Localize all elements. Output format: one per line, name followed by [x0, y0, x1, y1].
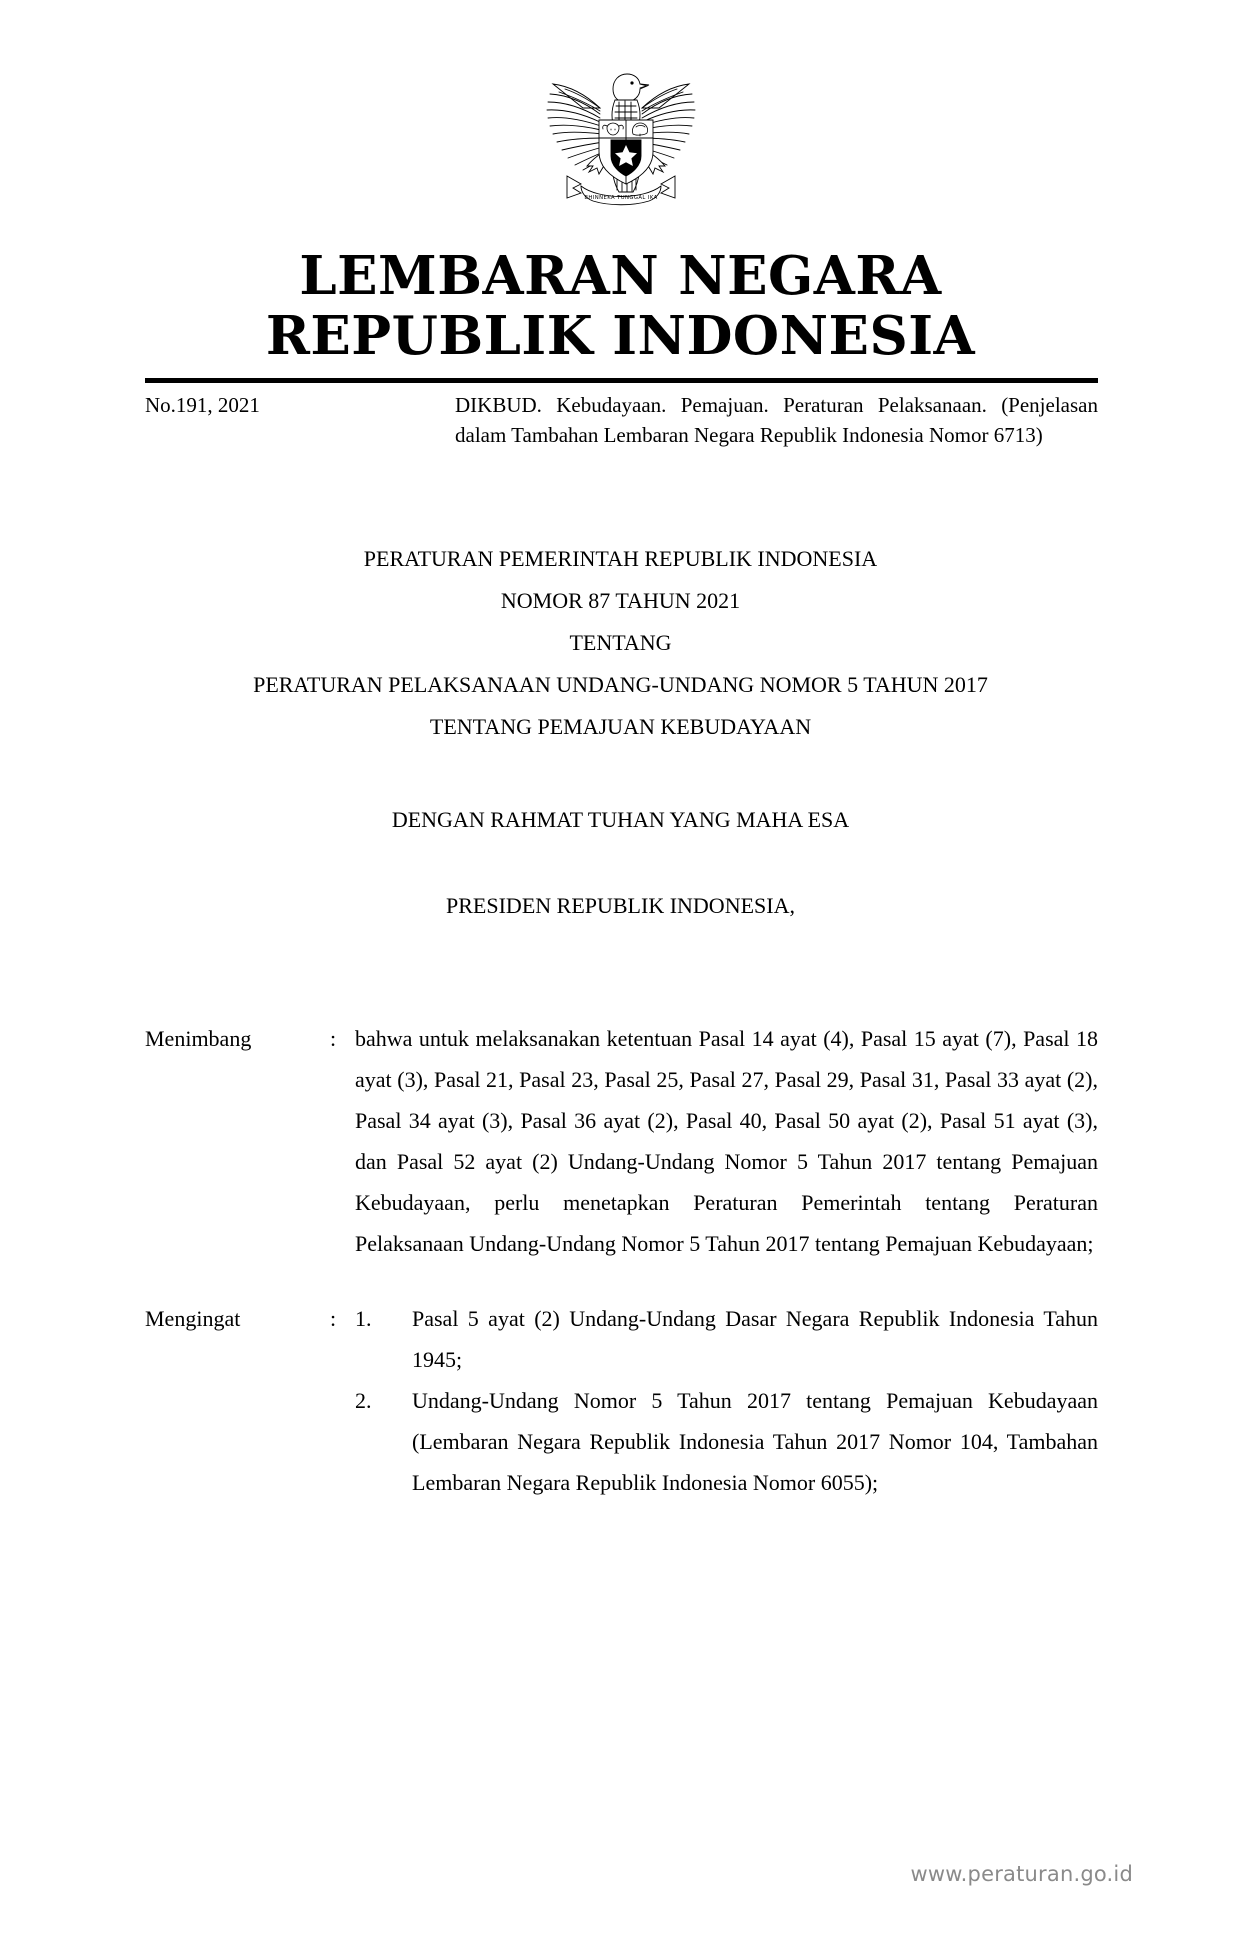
- garuda-pancasila-icon: [537, 56, 705, 206]
- clause-menimbang: [145, 1018, 1098, 1264]
- menimbang-body: bahwa untuk melaksanakan ketentuan Pasal 14 ayat (4), Pasal 15 ayat (7), Pasal 18 ayat (3), Pasal 21, Pasal 23, Pasal 25, Pasal 27, Pasal 29, Pasal 31, Pasal 33 ayat (2), Pasal 34 ayat (3), Pasal 36 ayat (2), Pasal 40, Pasal 50 ayat (2), Pasal 51 ayat (3), dan Pasal 52 ayat (2) Undang-Undang Nomor 5 Tahun 2017 tentang Pemajuan Kebudayaan, perlu menetapkan Peraturan Pemerintah tentang Peraturan Pelaksanaan Undang-Undang Nomor 5 Tahun 2017 tentang Pemajuan Kebudayaan;: [355, 1026, 1098, 1256]
- president-heading: PRESIDEN REPUBLIK INDONESIA,: [446, 893, 795, 918]
- regulation-title-line-4: PERATURAN PELAKSANAAN UNDANG-UNDANG NOMOR 5 TAHUN 2017: [253, 672, 988, 697]
- masthead-title: [0, 246, 1241, 366]
- invocation-text: DENGAN RAHMAT TUHAN YANG MAHA ESA: [391, 807, 850, 832]
- regulation-title-line-5: TENTANG PEMAJUAN KEBUDAYAAN: [429, 714, 812, 739]
- masthead-line-1: LEMBARAN NEGARA: [299, 245, 942, 307]
- mengingat-item-text: Undang-Undang Nomor 5 Tahun 2017 tentang Pemajuan Kebudayaan (Lembaran Negara Republik Indonesia Tahun 2017 Nomor 104, Tambahan Lembaran Negara Republik Indonesia Nomor 6055);: [412, 1388, 1098, 1495]
- regulation-title-line-3: TENTANG: [569, 630, 672, 655]
- regulation-title-block: [70, 538, 1171, 748]
- regulation-title-line-2: NOMOR 87 TAHUN 2021: [500, 588, 741, 613]
- list-item: [355, 1298, 1098, 1380]
- mengingat-list: [355, 1298, 1098, 1503]
- mengingat-item-number: 2.: [355, 1388, 372, 1413]
- gazette-subject: DIKBUD. Kebudayaan. Pemajuan. Peraturan Pelaksanaan. (Penjelasan dalam Tambahan Lembaran Negara Republik Indonesia Nomor 6713): [455, 393, 1098, 447]
- menimbang-colon: :: [330, 1026, 337, 1051]
- regulation-title-line-1: PERATURAN PEMERINTAH REPUBLIK INDONESIA: [363, 546, 878, 571]
- svg-text:BHINNEKA TUNGGAL IKA: BHINNEKA TUNGGAL IKA: [583, 195, 658, 201]
- mengingat-item-number: 1.: [355, 1306, 372, 1331]
- emblem-container: [0, 56, 1241, 206]
- masthead-line-2: REPUBLIK INDONESIA: [265, 305, 976, 367]
- gazette-number: No.191, 2021: [145, 393, 260, 417]
- clauses-container: [145, 1018, 1098, 1537]
- mengingat-label: Mengingat: [145, 1306, 241, 1331]
- clause-mengingat: [145, 1298, 1098, 1503]
- mengingat-item-text: Pasal 5 ayat (2) Undang-Undang Dasar Negara Republik Indonesia Tahun 1945;: [412, 1306, 1098, 1372]
- header-divider: [145, 378, 1098, 383]
- footer-watermark: www.peraturan.go.id: [910, 1862, 1133, 1886]
- gazette-header: [145, 390, 1098, 450]
- menimbang-label: Menimbang: [145, 1026, 252, 1051]
- mengingat-colon: :: [330, 1306, 337, 1331]
- list-item: [355, 1380, 1098, 1503]
